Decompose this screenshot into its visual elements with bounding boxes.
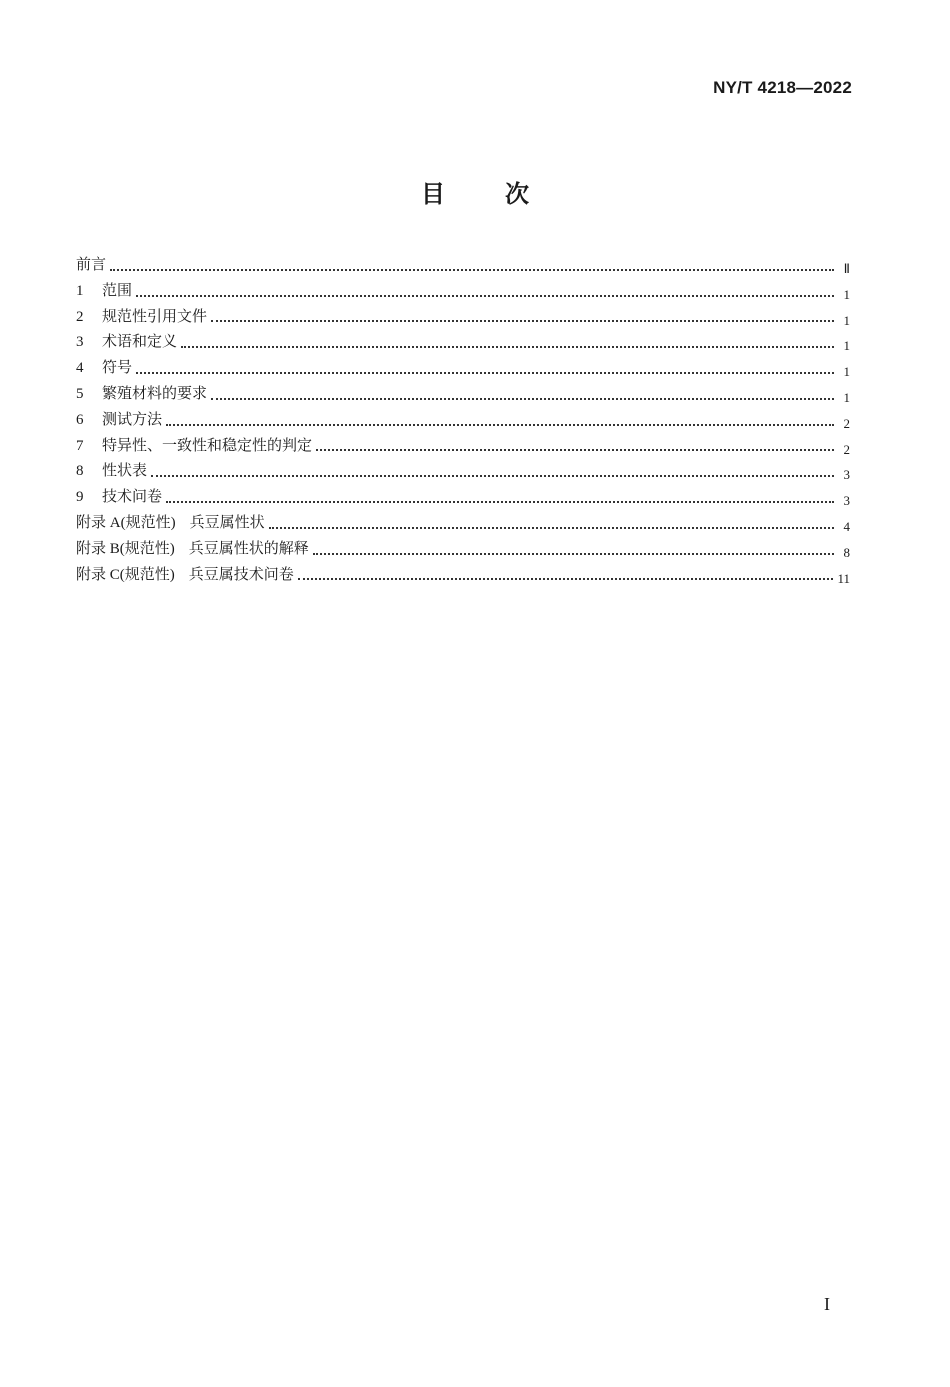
toc-entry-number: 1 — [76, 282, 84, 299]
toc-entry-label: 术语和定义 — [102, 332, 178, 351]
toc-leader-dots — [211, 320, 834, 322]
toc-entry-number: 附录 B(规范性) — [76, 540, 175, 557]
toc-entry-page: 2 — [843, 415, 850, 431]
toc-leader-dots — [136, 295, 834, 297]
toc-entry-7[interactable] — [76, 433, 850, 459]
toc-leader-dots — [166, 501, 834, 503]
toc-entry-label: 技术问卷 — [102, 487, 163, 506]
toc-leader-dots — [166, 424, 834, 426]
table-of-contents — [76, 252, 850, 587]
toc-entry-number: 附录 C(规范性) — [76, 566, 175, 583]
toc-leader-dots — [211, 398, 834, 400]
toc-leader-dots — [269, 527, 834, 529]
toc-leader-dots — [316, 449, 834, 451]
toc-entry-number: 2 — [76, 308, 84, 325]
toc-entry-2[interactable] — [76, 304, 850, 330]
toc-entry-3[interactable] — [76, 329, 850, 355]
toc-entry-label: 测试方法 — [102, 409, 163, 428]
toc-entry-number: 7 — [76, 437, 84, 454]
toc-entry-page: 1 — [843, 364, 850, 380]
toc-entry-page: 1 — [843, 312, 850, 328]
toc-entry-label: 兵豆属性状的解释 — [188, 538, 309, 557]
toc-entry-page: 1 — [843, 286, 850, 302]
toc-entry-annex-b[interactable] — [76, 536, 850, 562]
toc-entry-number: 4 — [76, 360, 84, 377]
toc-entry-label: 繁殖材料的要求 — [102, 383, 208, 402]
toc-entry-number: 5 — [76, 385, 84, 402]
toc-leader-dots — [313, 553, 834, 555]
toc-entry-6[interactable] — [76, 407, 850, 433]
toc-entry-page: 2 — [843, 441, 850, 457]
toc-entry-label: 兵豆属技术问卷 — [188, 564, 294, 583]
toc-leader-dots — [181, 346, 834, 348]
toc-entry-5[interactable] — [76, 381, 850, 407]
toc-entry-annex-a[interactable] — [76, 510, 850, 536]
toc-entry-number: 3 — [76, 334, 84, 351]
toc-title-char-2: 次 — [505, 180, 529, 208]
toc-entry-page: 1 — [843, 338, 850, 354]
toc-leader-dots — [151, 475, 834, 477]
toc-entry-page: 4 — [843, 518, 850, 534]
toc-entry-preface[interactable] — [76, 252, 850, 278]
toc-entry-label: 符号 — [102, 358, 133, 377]
toc-entry-page: 3 — [843, 467, 850, 483]
toc-entry-number: 附录 A(规范性) — [76, 514, 176, 531]
toc-entry-page: 1 — [843, 389, 850, 405]
toc-entry-9[interactable] — [76, 484, 850, 510]
toc-title-char-1: 目 — [421, 180, 445, 208]
toc-entry-page: 8 — [843, 544, 850, 560]
toc-leader-dots — [110, 269, 834, 271]
toc-entry-number: 9 — [76, 489, 84, 506]
toc-entry-4[interactable] — [76, 355, 850, 381]
toc-title — [0, 174, 950, 209]
toc-leader-dots — [136, 372, 834, 374]
toc-leader-dots — [298, 578, 834, 580]
toc-entry-page: 3 — [843, 493, 850, 509]
toc-entry-label: 兵豆属性状 — [189, 512, 265, 531]
toc-entry-number: 6 — [76, 411, 84, 428]
standard-code: NY/T 4218—2022 — [713, 78, 852, 97]
toc-entry-annex-c[interactable] — [76, 562, 850, 588]
toc-entry-label: 规范性引用文件 — [102, 306, 208, 325]
page-number: I — [824, 1294, 830, 1314]
toc-entry-label: 范围 — [102, 280, 133, 299]
toc-entry-8[interactable] — [76, 458, 850, 484]
toc-entry-label: 特异性、一致性和稳定性的判定 — [102, 435, 313, 454]
toc-entry-page: Ⅱ — [843, 261, 850, 276]
toc-entry-label: 性状表 — [102, 461, 148, 480]
toc-entry-page: 11 — [837, 570, 850, 586]
toc-entry-1[interactable] — [76, 278, 850, 304]
toc-entry-number: 8 — [76, 463, 84, 480]
toc-entry-label: 前言 — [76, 255, 107, 273]
